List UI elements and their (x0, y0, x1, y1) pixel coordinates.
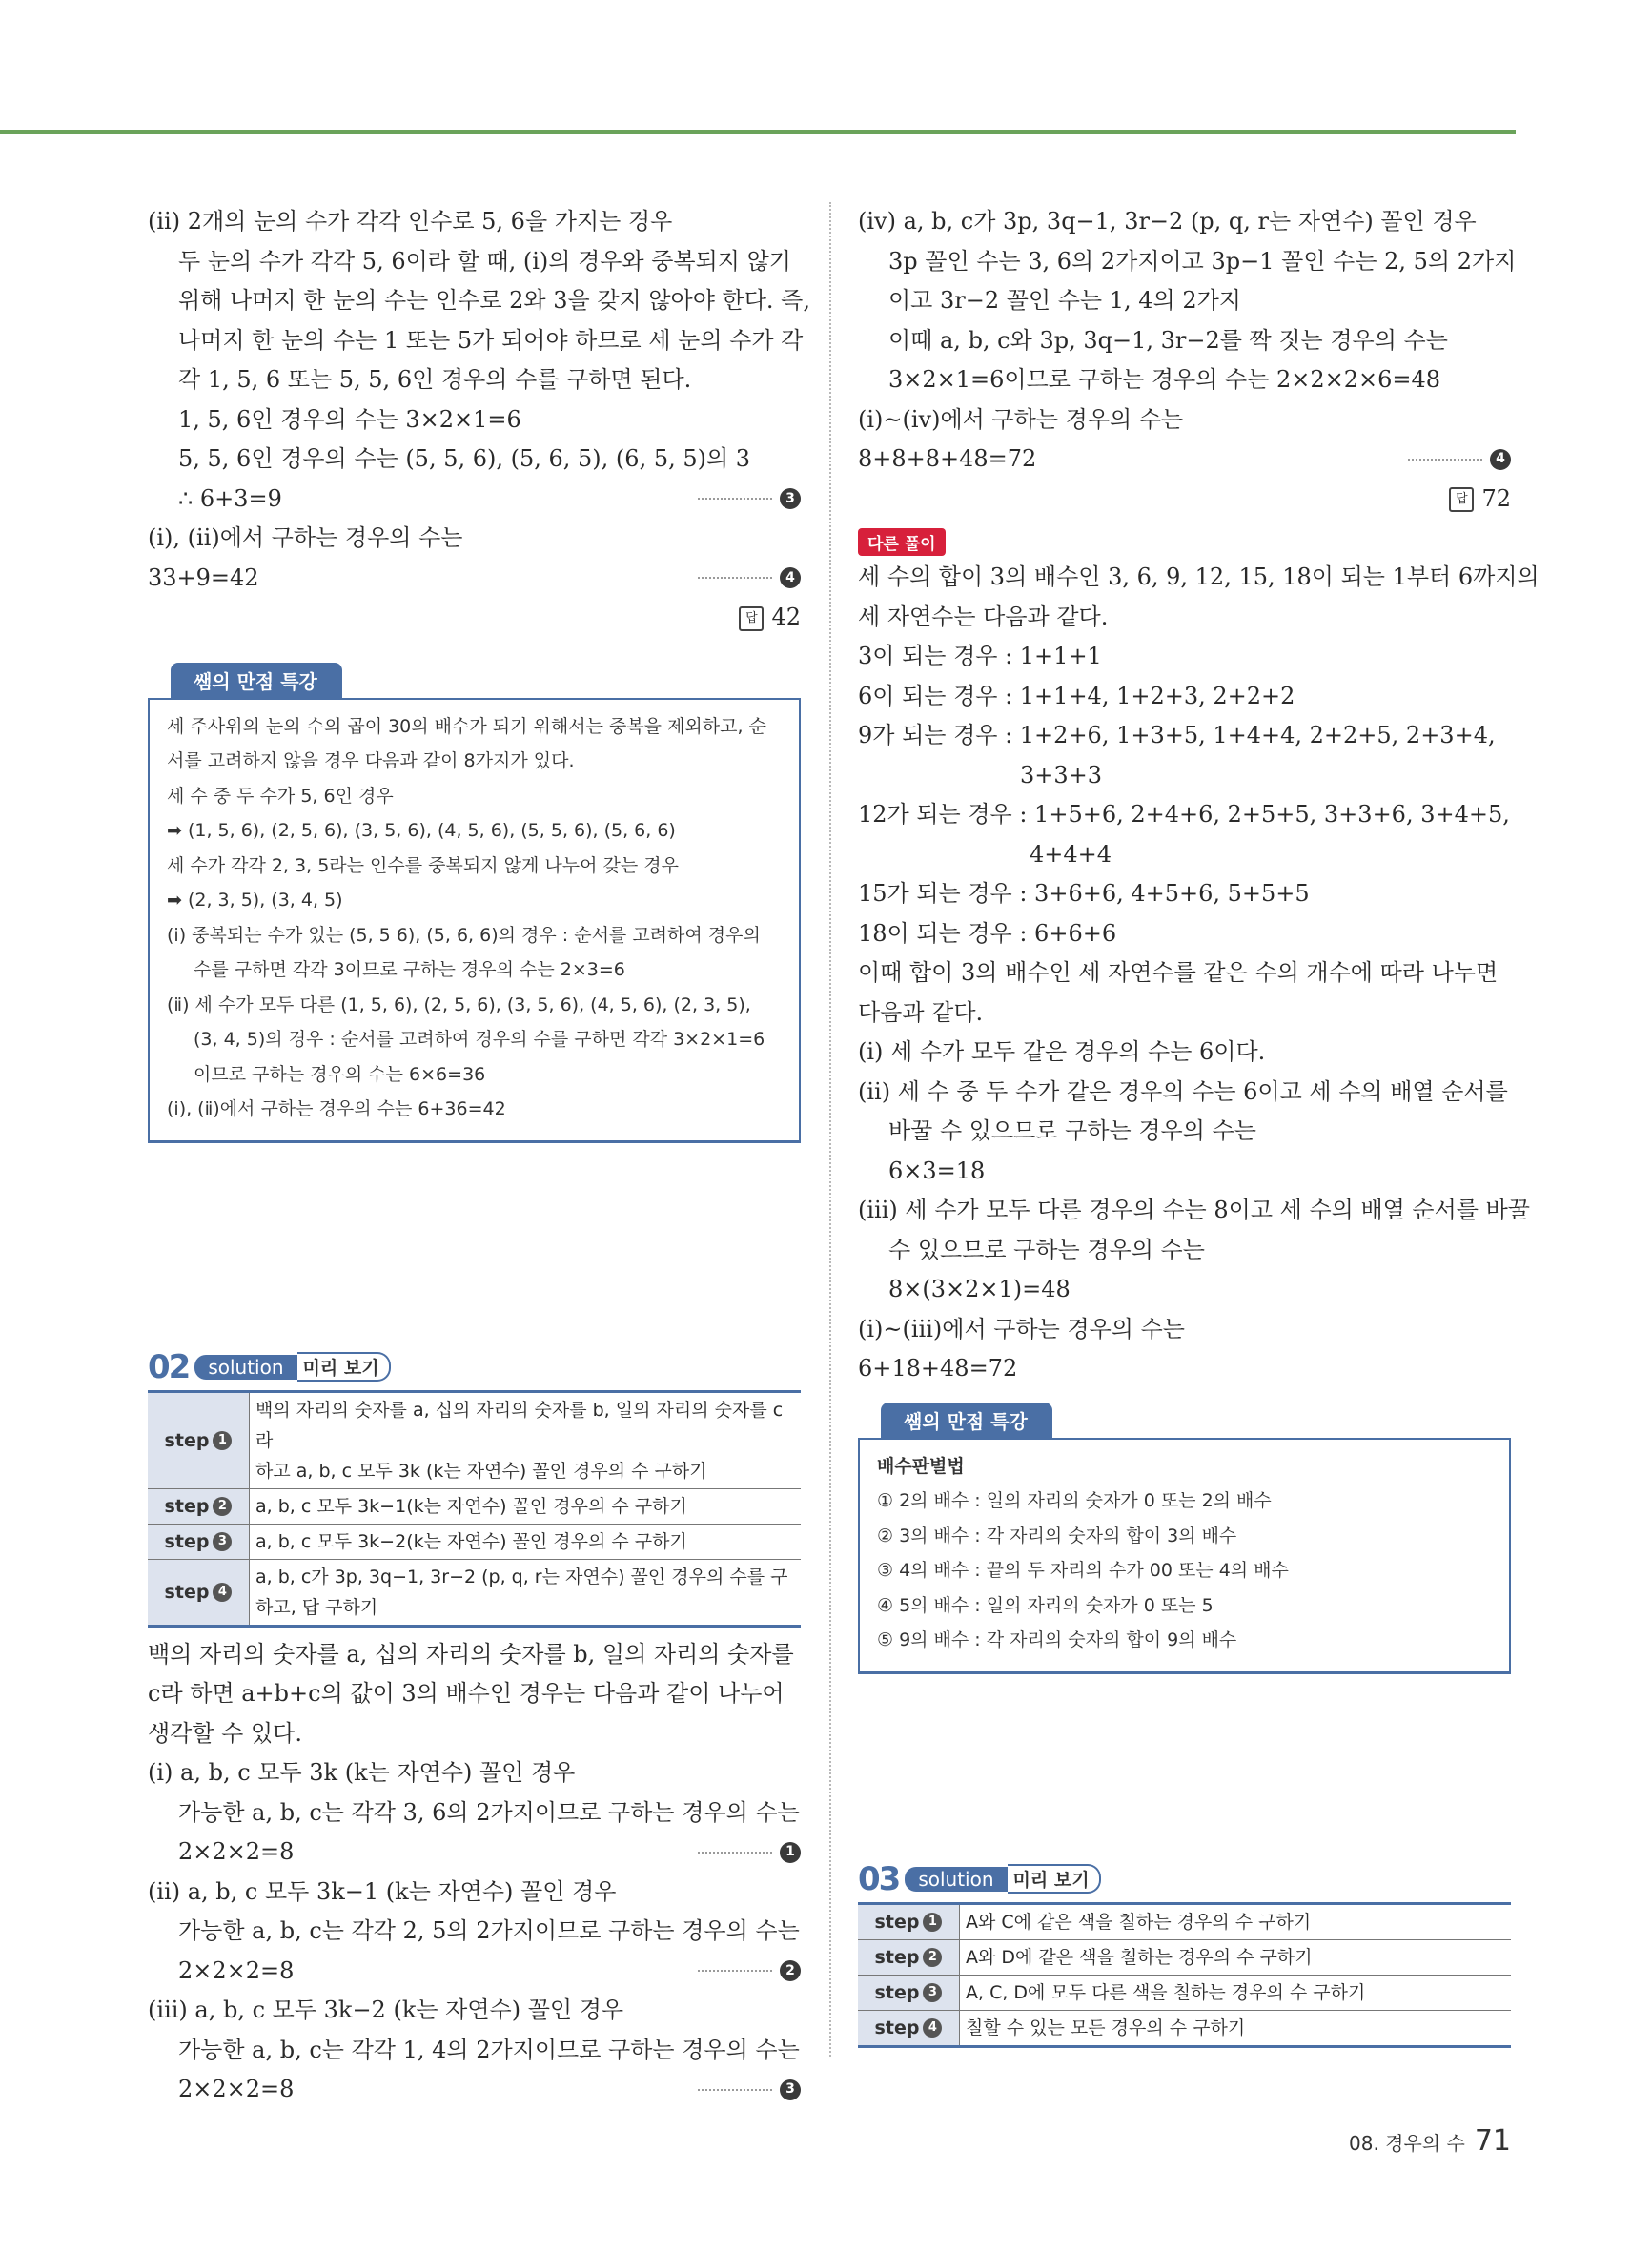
step-label: step 4 (148, 1559, 250, 1626)
step-text: a, b, c 모두 3k−1(k는 자연수) 꼴인 경우의 수 구하기 (250, 1488, 802, 1524)
sol02-line: (ⅱ) a, b, c 모두 3k−1 (k는 자연수) 꼴인 경우 (148, 1877, 617, 1905)
alt-line: 3+3+3 (1020, 761, 1103, 789)
case4-line: 이고 3r−2 꼴인 수는 1, 4의 2가지 (888, 287, 1241, 314)
page-number: 71 (1474, 2124, 1511, 2158)
tip-line: ③ 4의 배수 : 끝의 두 자리의 수가 00 또는 4의 배수 (877, 1560, 1289, 1581)
sol02-calc: 2×2×2=8 2 (148, 1952, 801, 1992)
step-marker (698, 480, 801, 520)
tip-line: ➡ (2, 3, 5), (3, 4, 5) (167, 890, 343, 911)
alt-line: 6+18+48=72 (858, 1355, 1018, 1382)
preview-label: 미리 보기 (1008, 1864, 1101, 1894)
answer-value: 72 (1481, 484, 1511, 512)
step-label: step 2 (858, 1939, 960, 1975)
case2-heading: (ⅱ) 2개의 눈의 수가 각각 인수로 5, 6을 가지는 경우 (148, 208, 673, 235)
sol02-calc: 2×2×2=8 1 (148, 1833, 801, 1873)
case2-line: 5, 5, 6인 경우의 수는 (5, 5, 6), (5, 6, 5), (6, 5, 5)의 3 (178, 445, 751, 472)
step-marker (1408, 440, 1511, 480)
alt-line: 12가 되는 경우 : 1+5+6, 2+4+6, 2+5+5, 3+3+6, 3+4+5, (858, 801, 1510, 828)
total-heading: (ⅰ), (ⅱ)에서 구하는 경우의 수는 (148, 524, 463, 551)
step-row (148, 1391, 801, 1488)
step-row (148, 1488, 801, 1524)
step-row (148, 1524, 801, 1559)
case2-line: 나머지 한 눈의 수는 1 또는 5가 되어야 하므로 세 눈의 수가 각 (178, 326, 804, 354)
alt-line: (ⅱ) 세 수 중 두 수가 같은 경우의 수는 6이고 세 수의 배열 순서를 (858, 1077, 1508, 1105)
alt-line: (ⅲ) 세 수가 모두 다른 경우의 수는 8이고 세 수의 배열 순서를 바꿀 (858, 1197, 1530, 1223)
alt-line: 15가 되는 경우 : 3+6+6, 4+5+6, 5+5+5 (858, 880, 1310, 907)
step-row (858, 1903, 1511, 1939)
answer-line (858, 480, 1511, 520)
sol02-calc: 2×2×2=8 3 (148, 2070, 801, 2110)
tip-line: (3, 4, 5)의 경우 : 순서를 고려하여 경우의 수를 구하면 각각 3×2×1=6 (194, 1029, 765, 1050)
case2-line: 각 1, 5, 6 또는 5, 5, 6인 경우의 수를 구하면 된다. (178, 366, 692, 393)
tip-line: ② 3의 배수 : 각 자리의 숫자의 합이 3의 배수 (877, 1525, 1237, 1546)
case4-line: 3p 꼴인 수는 3, 6의 2가지이고 3p−1 꼴인 수는 2, 5의 2가지 (888, 247, 1517, 275)
circled-4-icon: 4 (213, 1583, 232, 1602)
sol02-line: (ⅰ) a, b, c 모두 3k (k는 자연수) 꼴인 경우 (148, 1759, 576, 1786)
case2-result (148, 480, 801, 520)
solution-label: solution (905, 1867, 1007, 1892)
tip-box (858, 1403, 1511, 1674)
answer-icon: 답 (739, 606, 764, 631)
alt-line: 다음과 같다. (858, 998, 984, 1026)
sol02-line: 가능한 a, b, c는 각각 2, 5의 2가지이므로 구하는 경우의 수는 (178, 1917, 800, 1944)
tip-line: 세 수가 각각 2, 3, 5라는 인수를 중복되지 않게 나누어 갖는 경우 (167, 854, 679, 876)
step-text: a, b, c가 3p, 3q−1, 3r−2 (p, q, r는 자연수) 꼴인 경우의 수를 구 하고, 답 구하기 (250, 1559, 802, 1626)
step-text: a, b, c 모두 3k−2(k는 자연수) 꼴인 경우의 수 구하기 (250, 1524, 802, 1559)
problem-number: 02 (148, 1347, 190, 1386)
case4-heading: (ⅳ) a, b, c가 3p, 3q−1, 3r−2 (p, q, r는 자연수) 꼴인 경우 (858, 208, 1477, 235)
step-row (858, 1939, 1511, 1975)
step-label: step 3 (858, 1975, 960, 2010)
sol02-line: 가능한 a, b, c는 각각 3, 6의 2가지이므로 구하는 경우의 수는 (178, 1798, 800, 1826)
header-rule (0, 130, 1516, 134)
total-result (148, 559, 801, 599)
step-label: step 3 (148, 1524, 250, 1559)
alt-line: 4+4+4 (1030, 840, 1112, 868)
tip-line: 이므로 구하는 경우의 수는 6×6=36 (194, 1063, 486, 1085)
tip-box (148, 663, 801, 1143)
tip-line: ➡ (1, 5, 6), (2, 5, 6), (3, 5, 6), (4, 5, 6), (5, 5, 6), (5, 6, 6) (167, 820, 676, 841)
circled-1-icon: 1 (213, 1431, 232, 1450)
step-marker (698, 559, 801, 599)
circled-3-icon: 3 (213, 1532, 232, 1551)
solution-02-steps (148, 1390, 801, 1628)
step-text: 백의 자리의 숫자를 a, 십의 자리의 숫자를 b, 일의 자리의 숫자를 c라 하고 a, b, c 모두 3k (k는 자연수) 꼴인 경우의 수 구하기 (250, 1391, 802, 1488)
alt-line: 이때 합이 3의 배수인 세 자연수를 같은 수의 개수에 따라 나누면 (858, 959, 1499, 986)
sol02-line: 가능한 a, b, c는 각각 1, 4의 2가지이므로 구하는 경우의 수는 (178, 2036, 800, 2063)
alt-line: 6×3=18 (888, 1157, 986, 1184)
total-heading: (ⅰ)~(ⅳ)에서 구하는 경우의 수는 (858, 405, 1184, 433)
alt-line: 세 자연수는 다음과 같다. (858, 603, 1109, 630)
tip-line: (ⅱ) 세 수가 모두 다른 (1, 5, 6), (2, 5, 6), (3, 5, 6), (4, 5, 6), (2, 3, 5), (167, 993, 751, 1015)
problem-number: 03 (858, 1859, 900, 1898)
answer-icon: 답 (1449, 487, 1474, 512)
tip-heading: 배수판별법 (877, 1455, 965, 1477)
answer-value: 42 (771, 604, 801, 630)
alt-line: 수 있으므로 구하는 경우의 수는 (888, 1236, 1205, 1263)
step-row (858, 1975, 1511, 2010)
alt-line: 18이 되는 경우 : 6+6+6 (858, 919, 1117, 947)
step-row (148, 1559, 801, 1626)
tip-line: ④ 5의 배수 : 일의 자리의 숫자가 0 또는 5 (877, 1594, 1214, 1616)
case2-line: 두 눈의 수가 각각 5, 6이라 할 때, (ⅰ)의 경우와 중복되지 않기 (178, 247, 791, 275)
circled-2-icon: 2 (213, 1497, 232, 1516)
case4-line: 이때 a, b, c와 3p, 3q−1, 3r−2를 짝 짓는 경우의 수는 (888, 326, 1448, 354)
left-column (148, 202, 810, 2110)
circled-3-icon: 3 (780, 488, 801, 509)
case2-line: 1, 5, 6인 경우의 수는 3×2×1=6 (178, 405, 521, 433)
total-result-text: 33+9=42 (148, 563, 259, 591)
alt-line: 3이 되는 경우 : 1+1+1 (858, 643, 1102, 669)
step-marker (698, 1833, 801, 1873)
alt-line: 6이 되는 경우 : 1+1+4, 1+2+3, 2+2+2 (858, 682, 1295, 709)
circled-4-icon: 4 (923, 2018, 942, 2038)
answer-line (148, 598, 801, 638)
alt-line: 9가 되는 경우 : 1+2+6, 1+3+5, 1+4+4, 2+2+5, 2+3+4, (858, 722, 1496, 748)
step-label: step 2 (148, 1488, 250, 1524)
alt-line: (ⅰ) 세 수가 모두 같은 경우의 수는 6이다. (858, 1038, 1266, 1065)
tip-title: 쌤의 만점 특강 (881, 1403, 1052, 1438)
circled-3-icon: 3 (923, 1983, 942, 2002)
tip-line: ① 2의 배수 : 일의 자리의 숫자가 0 또는 2의 배수 (877, 1490, 1272, 1511)
right-column (858, 202, 1540, 2048)
tip-line: ⑤ 9의 배수 : 각 자리의 숫자의 합이 9의 배수 (877, 1629, 1237, 1650)
sol02-line: (ⅲ) a, b, c 모두 3k−2 (k는 자연수) 꼴인 경우 (148, 1997, 624, 2023)
circled-4-icon: 4 (1490, 449, 1511, 470)
circled-2-icon: 2 (923, 1948, 942, 1967)
total-result: 8+8+8+48=72 4 (858, 440, 1511, 480)
solution-03-header (858, 1860, 1511, 1898)
tip-line: 수를 구하면 각각 3이므로 구하는 경우의 수는 2×3=6 (194, 959, 625, 980)
circled-3-icon: 3 (780, 2079, 801, 2100)
step-label: step 1 (858, 1903, 960, 1939)
circled-4-icon: 4 (780, 567, 801, 588)
step-text: 칠할 수 있는 모든 경우의 수 구하기 (960, 2010, 1512, 2046)
circled-2-icon: 2 (780, 1960, 801, 1981)
step-label: step 4 (858, 2010, 960, 2046)
circled-1-icon: 1 (780, 1842, 801, 1863)
column-divider (829, 202, 831, 2057)
tip-line: 세 주사위의 눈의 수의 곱이 30의 배수가 되기 위해서는 중복을 제외하고, 순 (167, 715, 766, 737)
tip-line: 세 수 중 두 수가 5, 6인 경우 (167, 785, 394, 807)
alt-line: 8×(3×2×1)=48 (888, 1276, 1071, 1302)
circled-1-icon: 1 (923, 1913, 942, 1932)
tip-title: 쌤의 만점 특강 (171, 663, 342, 698)
alt-line: (ⅰ)~(ⅲ)에서 구하는 경우의 수는 (858, 1315, 1185, 1342)
tip-content (148, 698, 801, 1143)
sol02-line: 백의 자리의 숫자를 a, 십의 자리의 숫자를 b, 일의 자리의 숫자를 (148, 1640, 794, 1668)
step-label: step 1 (148, 1391, 250, 1488)
solution-03-steps (858, 1902, 1511, 2048)
tip-content (858, 1438, 1511, 1674)
sol02-line: 생각할 수 있다. (148, 1719, 302, 1747)
step-text: A, C, D에 모두 다른 색을 칠하는 경우의 수 구하기 (960, 1975, 1512, 2010)
tip-line: 서를 고려하지 않을 경우 다음과 같이 8가지가 있다. (167, 750, 575, 771)
sol02-line: c라 하면 a+b+c의 값이 3의 배수인 경우는 다음과 같이 나누어 (148, 1680, 785, 1707)
step-row (858, 2010, 1511, 2046)
solution-label: solution (194, 1355, 296, 1380)
preview-label: 미리 보기 (297, 1352, 391, 1382)
case2-result-text: ∴ 6+3=9 (178, 484, 282, 512)
solution-02-header (148, 1348, 801, 1386)
alt-solution-badge: 다른 풀이 (858, 528, 946, 556)
step-marker (698, 1952, 801, 1992)
step-marker (698, 2070, 801, 2110)
step-text: A와 C에 같은 색을 칠하는 경우의 수 구하기 (960, 1903, 1512, 1939)
alt-line: 바꿀 수 있으므로 구하는 경우의 수는 (888, 1117, 1256, 1144)
tip-line: (ⅰ), (ⅱ)에서 구하는 경우의 수는 6+36=42 (167, 1098, 506, 1119)
chapter-title: 08. 경우의 수 (1349, 2132, 1465, 2155)
tip-line: (ⅰ) 중복되는 수가 있는 (5, 5 6), (5, 6, 6)의 경우 : 순서를 고려하여 경우의 (167, 924, 761, 946)
case4-line: 3×2×1=6이므로 구하는 경우의 수는 2×2×2×6=48 (888, 366, 1440, 393)
case2-line: 위해 나머지 한 눈의 수는 인수로 2와 3을 갖지 않아야 한다. 즉, (178, 287, 810, 314)
page-footer (1349, 2124, 1511, 2158)
step-text: A와 D에 같은 색을 칠하는 경우의 수 구하기 (960, 1939, 1512, 1975)
alt-line: 세 수의 합이 3의 배수인 3, 6, 9, 12, 15, 18이 되는 1부터 6까지의 (858, 563, 1540, 590)
